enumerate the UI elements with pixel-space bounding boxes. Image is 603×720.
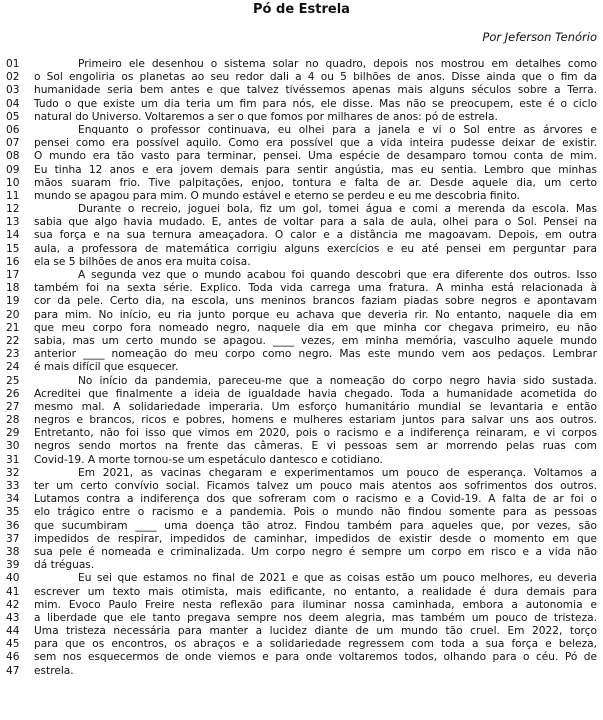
line-text: sua pele é nomeada e criminalizada. Um corpo negro é sempre um corpo em risco e a vida não xyxy=(34,545,597,558)
text-line xyxy=(0,388,603,401)
line-number: 42 xyxy=(6,598,20,611)
text-line xyxy=(0,150,603,163)
line-text: que sucumbiram ____ uma doença tão atroz. Findou também para aqueles que, por vezes, são xyxy=(34,519,597,532)
line-text: ela se 5 bilhões de anos era muita coisa. xyxy=(34,255,251,268)
line-number: 03 xyxy=(6,84,20,97)
text-line xyxy=(0,190,603,203)
line-text: para mim. No início, eu ria junto porque eu achava que deveria rir. No entanto, naquele dia em xyxy=(34,308,597,321)
text-line xyxy=(0,651,603,664)
text-line xyxy=(0,335,603,348)
text-line xyxy=(0,243,603,256)
line-text: sua força e na sua ternura ameaçadora. O calor e a distância me magoavam. Depois, em outra xyxy=(34,229,597,242)
line-text: estrela. xyxy=(34,664,74,677)
line-number: 24 xyxy=(6,361,20,374)
line-text: cor da pele. Certo dia, na escola, uns meninos brancos faziam piadas sobre negros e apontavam xyxy=(34,295,597,308)
line-text: a liberdade que ele tanto pregava sempre nos deem alegria, mas também um pouco de tristeza. xyxy=(34,611,597,624)
line-text: mim. Evoco Paulo Freire nesta reflexão para iluminar nossa caminhada, embora a autonomia e xyxy=(34,598,597,611)
line-text: pensei como era possível aquilo. Como era possível que a vida inteira pudesse deixar de existir. xyxy=(34,137,597,150)
text-line xyxy=(0,269,603,282)
line-number: 47 xyxy=(6,664,20,677)
line-number: 38 xyxy=(6,545,20,558)
line-number: 40 xyxy=(6,572,20,585)
text-line xyxy=(0,559,603,572)
text-line xyxy=(0,467,603,480)
line-number: 33 xyxy=(6,480,20,492)
line-number: 37 xyxy=(6,532,20,545)
text-line xyxy=(0,295,603,308)
line-number: 07 xyxy=(6,137,20,150)
line-number: 34 xyxy=(6,493,20,506)
line-number: 08 xyxy=(6,150,20,163)
line-text: sem nos esquecermos de onde viemos e para onde voltaremos todos, olhando para o céu. Pó de xyxy=(34,651,597,664)
line-number: 19 xyxy=(6,295,20,308)
line-text: Enquanto o professor continuava, eu olhei para a janela e vi o Sol entre as árvores e xyxy=(78,123,597,136)
text-line xyxy=(0,440,603,453)
text-line xyxy=(0,625,603,638)
numbered-text-body xyxy=(0,58,603,678)
line-text: humanidade seria bem antes e que talvez tivéssemos apenas mais alguns séculos sobre a Terra. xyxy=(34,84,597,97)
text-line xyxy=(0,665,603,678)
line-text: para que os encontros, os abraços e a solidariedade regressem com toda a sua força e beleza, xyxy=(34,638,597,651)
line-text: Covid-19. A morte tornou-se um espetáculo dantesco e cotidiano. xyxy=(34,453,383,466)
text-line xyxy=(0,612,603,625)
text-line xyxy=(0,84,603,97)
line-text: natural do Universo. Voltaremos a ser o que fomos por milhares de anos: pó de estrela. xyxy=(34,110,498,123)
line-number: 27 xyxy=(6,400,20,413)
text-line xyxy=(0,216,603,229)
line-text: também foi na sexta série. Explico. Toda vida carrega uma fratura. A minha está relacionada à xyxy=(34,282,597,295)
line-text: Entretanto, não foi isso que vimos em 2020, pois o racismo e a indiferença reinaram, e vi corpos xyxy=(34,427,597,440)
line-text: Uma tristeza necessária para manter a lucidez diante de um mundo tão cruel. Em 2022, torço xyxy=(34,625,597,638)
line-text: A segunda vez que o mundo acabou foi quando descobri que era diferente dos outros. Isso xyxy=(78,269,597,281)
line-number: 26 xyxy=(6,387,20,400)
text-line xyxy=(0,427,603,440)
text-line xyxy=(0,71,603,84)
line-text: ter um certo convívio social. Ficamos talvez um pouco mais atentos aos sofrimentos dos outros. xyxy=(34,480,597,492)
line-number: 12 xyxy=(6,203,20,216)
line-text: impedidos de respirar, impedidos de caminhar, impedidos de existir desde o momento em que xyxy=(34,532,597,545)
line-text: o Sol engoliria os planetas ao seu redor dali a 4 ou 5 bilhões de anos. Disse ainda que o fim da xyxy=(34,71,597,84)
line-number: 35 xyxy=(6,506,20,519)
line-text: Tudo o que existe um dia teria um fim para nós, ele disse. Mas não se preocupem, este é o ciclo xyxy=(34,97,597,110)
text-line xyxy=(0,282,603,295)
text-line xyxy=(0,322,603,335)
line-number: 15 xyxy=(6,242,20,255)
line-number: 46 xyxy=(6,651,20,664)
text-line xyxy=(0,414,603,427)
line-number: 02 xyxy=(6,71,20,84)
line-number: 22 xyxy=(6,334,20,347)
line-number: 20 xyxy=(6,308,20,321)
line-text: Eu tinha 12 anos e era jovem demais para sentir angústia, mas eu sentia. Lembro que minhas xyxy=(34,163,597,176)
line-number: 39 xyxy=(6,559,20,572)
line-number: 25 xyxy=(6,374,20,387)
line-number: 06 xyxy=(6,123,20,136)
line-text: Em 2021, as vacinas chegaram e experimentamos um pouco de esperança. Voltamos a xyxy=(78,466,597,479)
text-line xyxy=(0,401,603,414)
line-text: mãos suaram frio. Tive palpitações, enjoo, tontura e falta de ar. Desde aquele dia, um certo xyxy=(34,176,597,189)
line-text: elo trágico entre o racismo e a pandemia. Pois o mundo não findou somente para as pessoas xyxy=(34,506,597,519)
text-line xyxy=(0,348,603,361)
line-number: 18 xyxy=(6,282,20,295)
text-line xyxy=(0,256,603,269)
line-number: 32 xyxy=(6,466,20,479)
text-line xyxy=(0,203,603,216)
text-line xyxy=(0,506,603,519)
line-text: mundo se apagou para mim. O mundo estável e eterno se perdeu e eu me descobria finito. xyxy=(34,189,521,202)
line-text: O mundo era tão vasto para terminar, pensei. Uma espécie de desamparo tomou conta de mim. xyxy=(34,150,597,163)
text-line xyxy=(0,309,603,322)
line-number: 09 xyxy=(6,163,20,176)
line-number: 11 xyxy=(6,189,20,202)
line-text: aula, a professora de matemática corrigiu alguns exercícios e eu até pensei em perguntar para xyxy=(34,242,597,255)
text-line xyxy=(0,58,603,71)
line-text: é mais difícil que esquecer. xyxy=(34,361,179,374)
line-number: 05 xyxy=(6,110,20,123)
line-text: sabia que algo havia mudado. E, antes de voltar para a sala de aula, olhei para o Sol. Pensei na xyxy=(34,216,597,229)
text-line xyxy=(0,111,603,124)
line-text: sabia, mas um certo mundo se apagou. ____ vezes, em minha memória, vasculho aquele mundo xyxy=(34,334,597,347)
line-text: negros sendo mortos na frente das câmeras. E vi pessoas sem ar morrendo pelas ruas com xyxy=(34,440,597,453)
text-line xyxy=(0,520,603,533)
line-text: escrever um texto mais otimista, mais edificante, no entanto, a realidade é dura demais para xyxy=(34,585,597,598)
line-number: 44 xyxy=(6,625,20,638)
line-text: No início da pandemia, pareceu-me que a nomeação do corpo negro havia sido sustada. xyxy=(78,374,597,387)
line-number: 16 xyxy=(6,255,20,268)
text-line xyxy=(0,137,603,150)
text-line xyxy=(0,177,603,190)
author-byline: Por Jeferson Tenório xyxy=(482,30,597,44)
document-title: Pó de Estrela xyxy=(253,2,350,17)
line-number: 17 xyxy=(6,269,20,281)
text-line xyxy=(0,98,603,111)
line-number: 45 xyxy=(6,638,20,651)
text-line xyxy=(0,124,603,137)
text-line xyxy=(0,480,603,493)
line-number: 13 xyxy=(6,216,20,229)
line-number: 41 xyxy=(6,585,20,598)
text-line xyxy=(0,638,603,651)
text-line xyxy=(0,546,603,559)
line-text: negros e brancos, ricos e pobres, homens e mulheres estariam juntos para salvar uns aos outros. xyxy=(34,414,597,427)
line-number: 28 xyxy=(6,414,20,427)
text-line xyxy=(0,229,603,242)
line-text: dá tréguas. xyxy=(34,559,95,572)
text-line xyxy=(0,586,603,599)
text-line xyxy=(0,361,603,374)
text-line xyxy=(0,375,603,388)
text-line xyxy=(0,572,603,585)
line-text: Eu sei que estamos no final de 2021 e que as coisas estão um pouco melhores, eu deveria xyxy=(78,572,597,585)
text-line xyxy=(0,164,603,177)
line-number: 31 xyxy=(6,453,20,466)
line-text: Primeiro ele desenhou o sistema solar no quadro, depois nos mostrou em detalhes como xyxy=(78,58,597,70)
line-text: Durante o recreio, joguei bola, fiz um gol, tomei água e comi a merenda da escola. Mas xyxy=(78,203,597,216)
line-text: que meu corpo fora nomeado negro, naquele dia em que minha cor chegava primeiro, eu não xyxy=(34,321,597,334)
line-number: 14 xyxy=(6,229,20,242)
line-number: 23 xyxy=(6,348,20,361)
line-number: 43 xyxy=(6,611,20,624)
line-number: 36 xyxy=(6,519,20,532)
line-number: 10 xyxy=(6,176,20,189)
line-text: anterior ____ nomeação do meu corpo como negro. Mas este mundo vem aos pedaços. Lembrar xyxy=(34,348,597,361)
text-line xyxy=(0,533,603,546)
text-line xyxy=(0,493,603,506)
line-number: 21 xyxy=(6,321,20,334)
line-text: mesmo mal. A solidariedade imperaria. Um esforço humanitário mundial se levantaria e então xyxy=(34,400,597,413)
line-number: 04 xyxy=(6,97,20,110)
text-line xyxy=(0,454,603,467)
line-text: Acreditei que finalmente a ideia de igualdade havia chegado. Toda a humanidade acometida do xyxy=(34,387,597,400)
line-text: Lutamos contra a indiferença dos que sofreram com o racismo e a Covid-19. A falta de ar foi o xyxy=(34,493,597,506)
text-line xyxy=(0,599,603,612)
line-number: 30 xyxy=(6,440,20,453)
line-number: 01 xyxy=(6,58,20,70)
line-number: 29 xyxy=(6,427,20,440)
